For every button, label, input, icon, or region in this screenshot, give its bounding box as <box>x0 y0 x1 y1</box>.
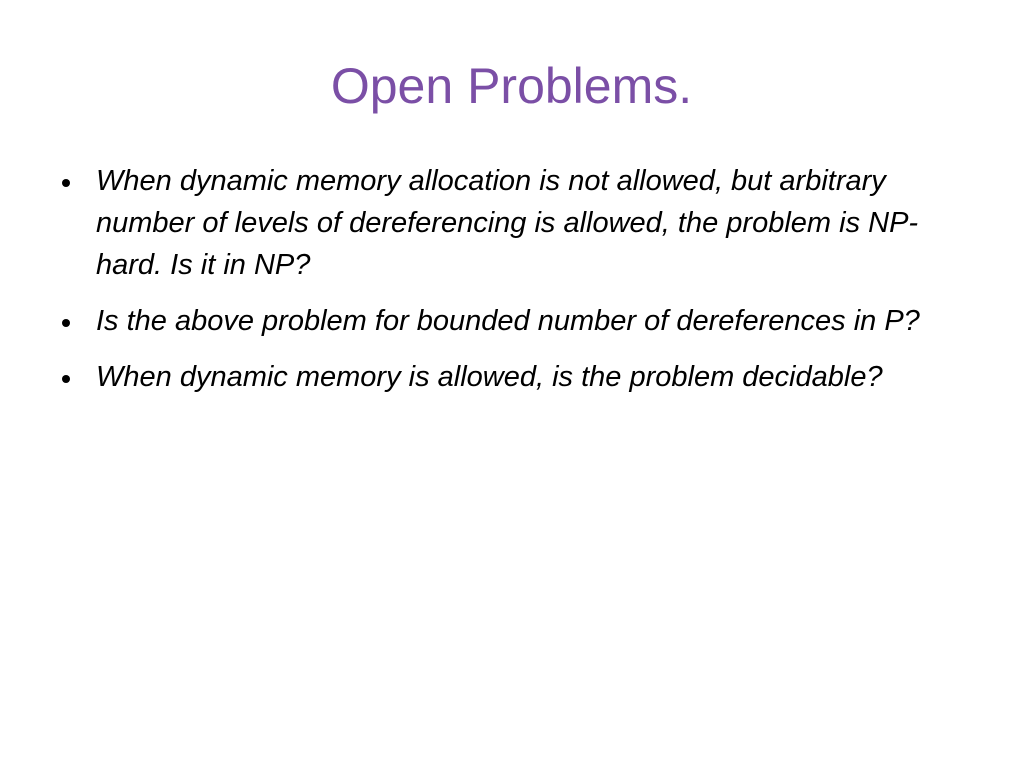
bullet-dot-icon <box>62 319 70 327</box>
bullet-item <box>60 160 980 286</box>
bullet-item <box>60 356 980 398</box>
bullet-dot-icon <box>62 375 70 383</box>
bullet-text: When dynamic memory is allowed, is the problem decidable? <box>96 361 883 393</box>
slide-title: Open Problems. <box>330 58 693 114</box>
bullet-list <box>60 160 980 412</box>
bullet-dot-icon <box>62 179 70 187</box>
bullet-item <box>60 300 980 342</box>
bullet-text: When dynamic memory allocation is not allowed, but arbitrary number of levels of dereferencing is allowed, the problem is NP-hard. Is it in NP? <box>96 165 919 281</box>
bullet-text: Is the above problem for bounded number of dereferences in P? <box>96 305 920 337</box>
